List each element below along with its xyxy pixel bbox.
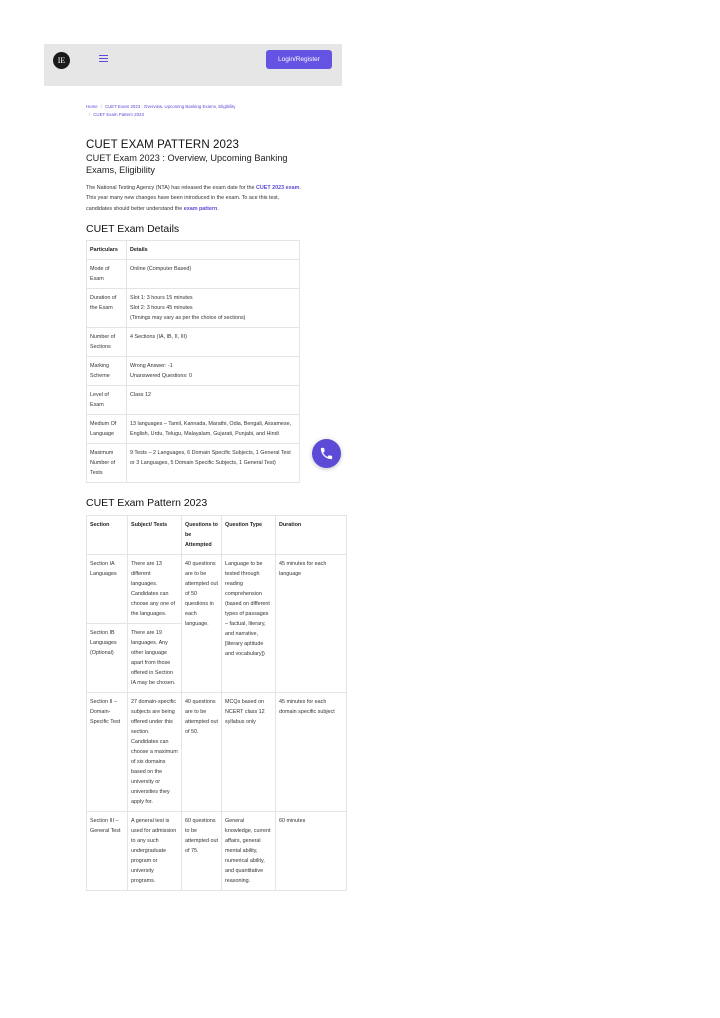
logo-icon[interactable]: IE: [53, 52, 70, 69]
table-cell: 40 questions are to be attempted out of 50 questions in each language.: [182, 554, 222, 692]
column-header: Details: [127, 240, 300, 259]
site-header: [44, 44, 342, 86]
main-content: [86, 103, 335, 891]
table-row: [87, 259, 300, 288]
breadcrumb-current: CUET Exam Pattern 2023: [93, 111, 144, 117]
table-cell: Wrong Answer: -1 Unanswered Questions: 0: [127, 356, 300, 385]
exam-pattern-table: [86, 515, 347, 891]
phone-icon: [319, 446, 334, 461]
table-cell: Section II – Domain-Specific Test: [87, 692, 128, 811]
table-row: [87, 414, 300, 443]
table-cell: General knowledge, current affairs, general mental ability, numerical ability, and quantitative reasoning.: [222, 811, 276, 890]
table-row: [87, 356, 300, 385]
breadcrumb-home[interactable]: Home: [86, 104, 98, 109]
table-cell: Slot 1: 3 hours 15 minutes Slot 2: 3 hours 45 minutes (Timings may vary as per the choice of sections): [127, 288, 300, 327]
column-header: Question Type: [222, 515, 276, 554]
column-header: Subject/ Tests: [128, 515, 182, 554]
table-cell: Language to be tested through reading comprehension (based on different types of passages – factual, literary, and narrative, [literary aptitude and vocabulary]): [222, 554, 276, 692]
table-cell: Class 12: [127, 385, 300, 414]
table-cell: Number of Sections: [87, 327, 127, 356]
table-cell: A general test is used for admission to any such undergraduate program or university programs.: [128, 811, 182, 890]
hamburger-menu-icon[interactable]: [99, 55, 108, 63]
table-row: [87, 443, 300, 482]
table-cell: Maximum Number of Tests: [87, 443, 127, 482]
exam-details-table: [86, 240, 300, 483]
column-header: Duration: [276, 515, 347, 554]
exam-pattern-heading: CUET Exam Pattern 2023: [86, 496, 208, 509]
table-cell: Medium Of Language: [87, 414, 127, 443]
table-header-row: [87, 515, 347, 554]
page-subtitle: CUET Exam 2023 : Overview, Upcoming Banking Exams, Eligibility: [86, 153, 288, 175]
table-cell: 4 Sections (IA, IB, II, III): [127, 327, 300, 356]
exam-pattern-table-scroll[interactable]: [86, 515, 335, 891]
page-title: CUET EXAM PATTERN 2023: [86, 139, 240, 151]
table-row: [87, 327, 300, 356]
table-cell: Mode of Exam: [87, 259, 127, 288]
table-cell: Section IB Languages (Optional): [87, 623, 128, 692]
login-register-button[interactable]: Login/Register: [266, 50, 332, 69]
table-cell: 27 domain-specific subjects are being offered under this section. Candidates can choose a maximum of six domains based on the university or universities they apply for.: [128, 692, 182, 811]
table-cell: Online (Computer Based): [127, 259, 300, 288]
table-cell: There are 13 different languages. Candidates can choose any one of the languages.: [128, 554, 182, 623]
column-header: Questions to be Attempted: [182, 515, 222, 554]
exam-details-heading: CUET Exam Details: [86, 222, 180, 235]
table-cell: 40 questions are to be attempted out of 50.: [182, 692, 222, 811]
table-row: [87, 692, 347, 811]
column-header: Section: [87, 515, 128, 554]
table-cell: Level of Exam: [87, 385, 127, 414]
table-cell: Section III – General Test: [87, 811, 128, 890]
table-cell: 60 minutes: [276, 811, 347, 890]
intro-paragraph: The National Testing Agency (NTA) has released the exam date for the CUET 2023 exam. This year many new changes have been introduced in the exam. To ace this test, candidates should better understand the exam pattern.: [86, 185, 301, 212]
table-cell: There are 19 languages. Any other language apart from those offered in Section IA may be chosen.: [128, 623, 182, 692]
table-cell: 45 minutes for each language: [276, 554, 347, 692]
table-header-row: [87, 240, 300, 259]
table-row: [87, 385, 300, 414]
cuet-exam-link[interactable]: CUET 2023 exam: [256, 185, 300, 191]
breadcrumb: Home / CUET Exam 2023 : Overview, Upcoming Banking Exams, Eligibility / CUET Exam Pattern 2023: [86, 104, 236, 117]
table-cell: 45 minutes for each domain specific subject: [276, 692, 347, 811]
call-button[interactable]: [312, 439, 341, 468]
table-row: [87, 554, 347, 623]
table-cell: Duration of the Exam: [87, 288, 127, 327]
breadcrumb-parent[interactable]: CUET Exam 2023 : Overview, Upcoming Banking Exams, Eligibility: [104, 104, 236, 109]
table-row: [87, 288, 300, 327]
exam-pattern-link[interactable]: exam pattern: [183, 205, 218, 212]
column-header: Particulars: [87, 240, 127, 259]
table-cell: 9 Tests – 2 Languages, 6 Domain Specific Subjects, 1 General Test or 3 Languages, 5 Domain Specific Subjects, 1 General Test): [127, 443, 300, 482]
table-cell: 60 questions to be attempted out of 75.: [182, 811, 222, 890]
table-cell: Marking Scheme: [87, 356, 127, 385]
table-cell: 13 languages – Tamil, Kannada, Marathi, Odia, Bengali, Assamese, English, Urdu, Telugu, Malayalam, Gujarati, Punjabi, and Hindi: [127, 414, 300, 443]
table-cell: Section IA Languages: [87, 554, 128, 623]
table-row: [87, 811, 347, 890]
table-cell: MCQs based on NCERT class 12 syllabus only: [222, 692, 276, 811]
